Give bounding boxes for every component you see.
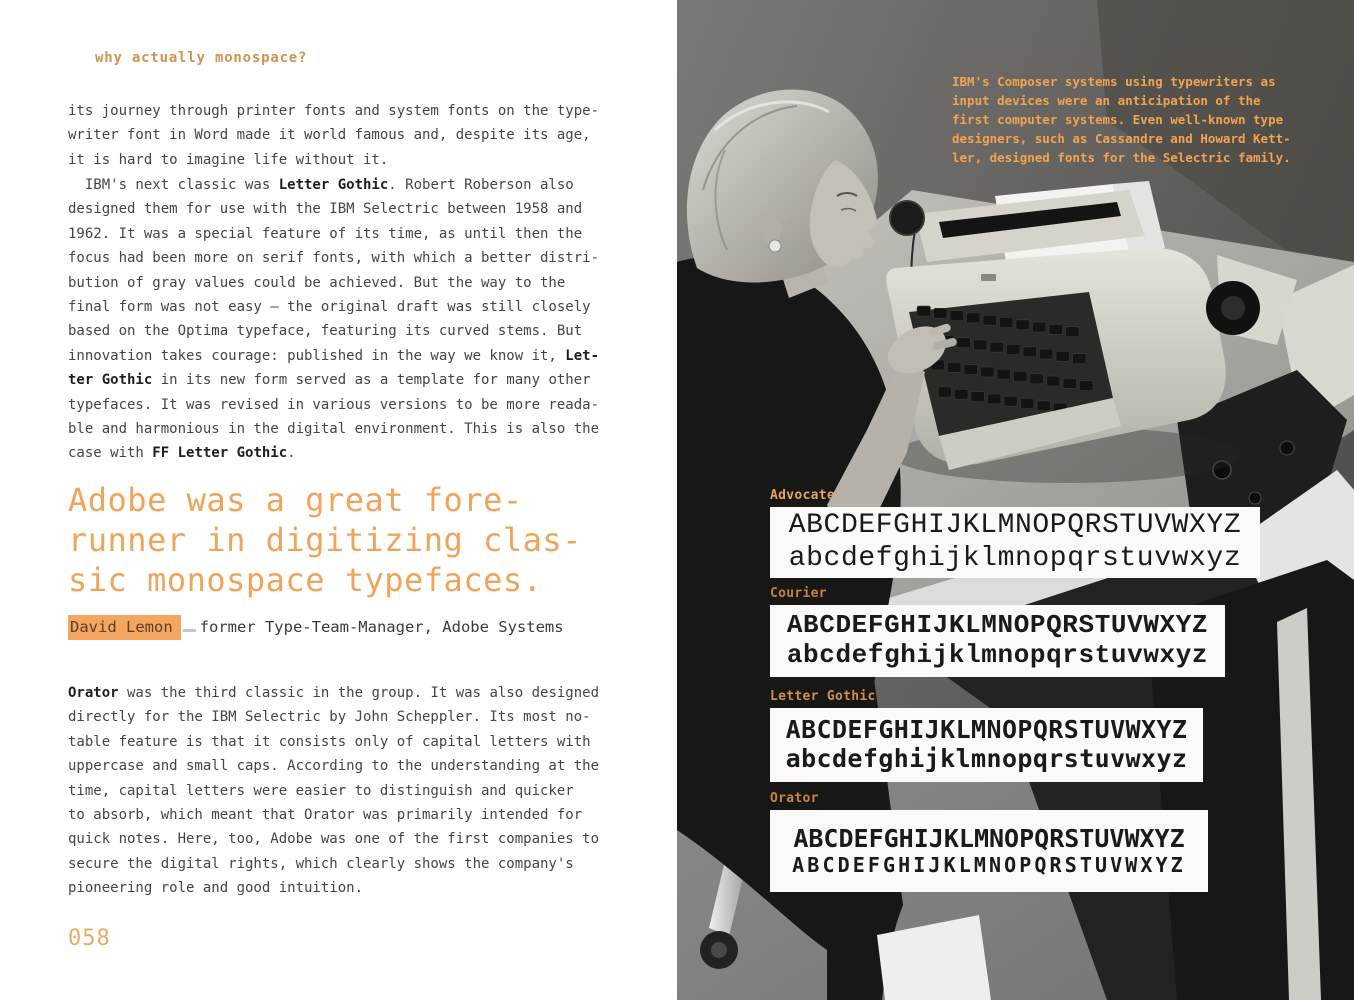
- specimen-label: Advocate: [770, 488, 836, 503]
- right-page-photo: [677, 0, 1354, 1000]
- body-paragraph-1: its journey through printer fonts and system fonts on the type- writer font in Word made it world famous and, despite its age, it is hard to imagine life without it.: [68, 103, 600, 168]
- specimen-sample-box: [770, 708, 1203, 782]
- specimen-lowercase: abcdefghijklmnopqrstuvwxyz: [788, 542, 1242, 574]
- specimen-sample-box: [770, 507, 1260, 578]
- font-specimen-letter-gothic: [770, 689, 1203, 782]
- specimen-uppercase: ABCDEFGHIJKLMNOPQRSTUVWXYZ: [793, 824, 1185, 854]
- photo-caption: IBM's Composer systems using typewriters as input devices were an anticipation of the first computer systems. Even well-known type designers, such as Cassandre and Howard Kett- ler, designed fonts for the Selectric family.: [952, 74, 1291, 165]
- specimen-label: Letter Gothic: [770, 689, 876, 704]
- specimen-smallcaps: ABCDEFGHIJKLMNOPQRSTUVWXYZ: [792, 852, 1186, 877]
- pull-quote: Adobe was a great fore- runner in digitizing clas- sic monospace typefaces.: [68, 481, 582, 599]
- section-kicker: why actually monospace?: [95, 50, 308, 66]
- font-specimen-advocate: [770, 488, 1260, 578]
- specimen-label: Courier: [770, 586, 827, 601]
- specimen-uppercase: ABCDEFGHIJKLMNOPQRSTUVWXYZ: [788, 510, 1242, 542]
- font-specimen-courier: [770, 586, 1225, 677]
- specimen-uppercase: ABCDEFGHIJKLMNOPQRSTUVWXYZ: [785, 715, 1188, 745]
- specimen-sample-box: [770, 810, 1208, 892]
- page-number: 058: [68, 926, 111, 951]
- specimen-lowercase: abcdefghijklmnopqrstuvwxyz: [786, 640, 1209, 670]
- body-paragraph-2: IBM's next classic was Letter Gothic. Robert Roberson also designed them for use with the IBM Selectric between 1958 and 1962. It was a special feature of its time, as until then the focus had been more on serif fonts, with which a better distri- bution of gray values could be achieved. But the way to the final form was not easy — the original draft was still closely based on the Optima typeface, featuring its curved stems. But innovation takes courage: published in the way we know it, Let- ter Gothic in its new form served as a template for many other typefaces. It was revised in various versions to be more reada- ble and harmonious in the digital environment. This is also the case with FF Letter Gothic.: [68, 177, 600, 462]
- specimen-label: Orator: [770, 791, 819, 806]
- quote-attribution: [68, 618, 564, 636]
- body-paragraph-3: Orator was the third classic in the group. It was also designed directly for the IBM Selectric by John Scheppler. Its most no- table feature is that it consists only of capital letters with uppercase and small caps. According to the understanding at the time, capital letters were easier to distinguish and quicker to absorb, which meant that Orator was primarily intended for quick notes. Here, too, Adobe was one of the first companies to secure the digital rights, which clearly shows the company's pioneering role and good intuition.: [68, 685, 600, 897]
- highlight-underscore-mark: [183, 629, 196, 632]
- attribution-name-highlight: David Lemon: [68, 615, 181, 640]
- attribution-role: former Type-Team-Manager, Adobe Systems: [199, 618, 564, 636]
- font-specimen-orator: [770, 791, 1208, 892]
- ear: [761, 216, 781, 244]
- specimen-lowercase: abcdefghijklmnopqrstuvwxyz: [785, 744, 1188, 773]
- specimen-sample-box: [770, 605, 1225, 677]
- specimen-uppercase: ABCDEFGHIJKLMNOPQRSTUVWXYZ: [786, 610, 1209, 641]
- earring: [769, 240, 781, 252]
